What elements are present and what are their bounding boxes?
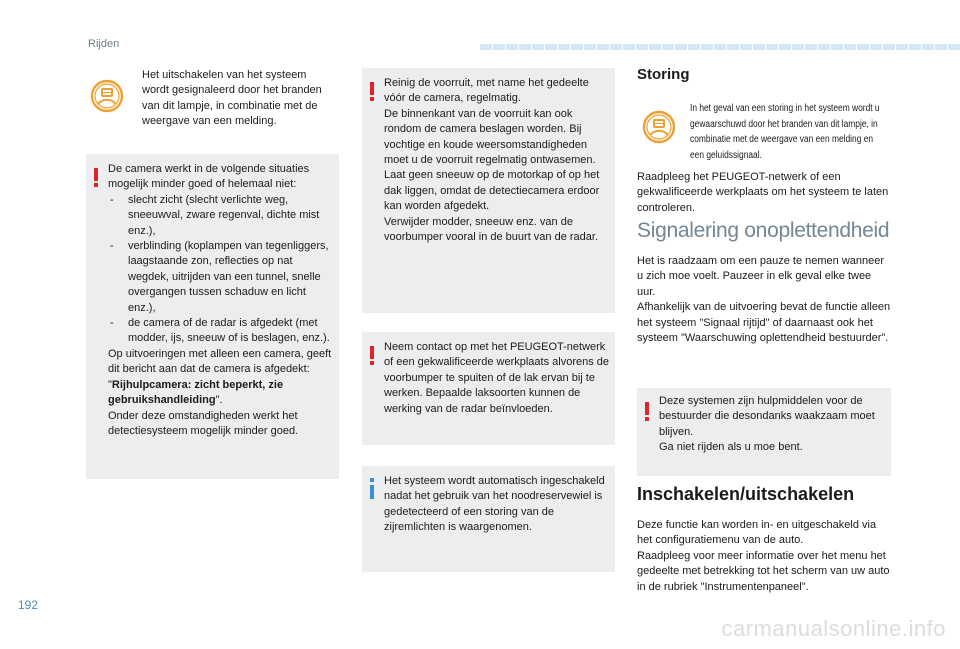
warning-icon — [370, 346, 375, 364]
driver-attention-lamp-icon — [88, 77, 126, 115]
list-item: - verblinding (koplampen van tegenliggers, laagstaande zon, reflecties op nat wegdek, uitrijden van een tunnel, snelle overgangen tussen schaduw en licht enz.), — [108, 239, 336, 316]
signalering-heading: Signalering onoplettendheid — [637, 219, 890, 242]
list-item: - de camera of de radar is afgedekt (met modder, ijs, sneeuw of is beslagen, enz.). — [108, 316, 336, 347]
camera-warning-box — [86, 154, 339, 479]
fatigue-warning-text: Deze systemen zijn hulpmiddelen voor de bestuurder die desondanks waakzaam moet blijven. Ga niet rijden als u moe bent. — [659, 395, 875, 454]
warning-icon — [370, 82, 375, 100]
info-text: Het systeem wordt automatisch ingeschakeld nadat het gebruik van het noodreservewiel is gedetecteerd of een storing van de zijremlichten is waargenomen. — [384, 475, 605, 534]
camera-message-text: Op uitvoeringen met alleen een camera, geeft dit bericht aan dat de camera is afgedekt: "Rijhulpcamera: zicht beperkt, zie gebruikshandleiding". — [108, 347, 332, 407]
fatigue-warning-box — [637, 388, 891, 476]
intro-text: Het uitschakelen van het systeem wordt gesignaleerd door het branden van dit lampje, in combinatie met de weergave van een melding. — [142, 69, 322, 128]
storing-text: Raadpleeg het PEUGEOT-netwerk of een gekwalificeerde werkplaats om het systeem te laten controleren. — [637, 171, 889, 214]
list-item: - slecht zicht (slecht verlichte weg, sneeuwval, zware regenval, dichte mist enz.), — [108, 193, 336, 239]
condition-list — [108, 193, 336, 347]
paint-warning-box — [362, 332, 615, 445]
inschakelen-text: Deze functie kan worden in- en uitgeschakeld via het configuratiemenu van de auto. Raadpleeg voor meer informatie over het menu het gedeelte met betrekking tot het scherm van uw auto in de rubriek "Instrumentenpaneel". — [637, 519, 890, 593]
inschakelen-heading: Inschakelen/uitschakelen — [637, 484, 855, 504]
conditions-note: Onder deze omstandigheden werkt het detectiesysteem mogelijk minder goed. — [108, 409, 299, 437]
cleaning-text: Reinig de voorruit, met name het gedeelte vóór de camera, regelmatig. De binnenkant van de voorruit kan ook rondom de camera beslagen worden. Bij vochtige en koude weersomstandigheden moet u de voorruit regelmatig ontwasemen. Laat geen sneeuw op de motorkap of op het dak liggen, omdat de detectiecamera erdoor kan worden afgedekt. Verwijder modder, sneeuw enz. van de voorbumper vooral in de buurt van de radar. — [384, 77, 600, 244]
watermark: carmanualsonline.info — [721, 616, 946, 641]
storing-heading: Storing — [637, 66, 690, 83]
paint-text: Neem contact op met het PEUGEOT-netwerk of een gekwalificeerde werkplaats alvorens de voorbumper te spuiten of de lak ervan bij te werken. Bepaalde laksoorten kunnen de werking van de radar beïnvloeden. — [384, 341, 610, 415]
header-bar — [480, 44, 960, 50]
driver-attention-lamp-icon — [640, 108, 678, 146]
warning-lead: De camera werkt in de volgende situaties mogelijk minder goed of helemaal niet: — [108, 163, 310, 191]
warning-icon — [645, 402, 650, 420]
section-title: Rijden — [88, 38, 120, 50]
info-icon — [370, 478, 375, 500]
warning-icon — [94, 168, 99, 186]
page-number: 192 — [18, 598, 39, 612]
cleaning-warning-box — [362, 68, 615, 313]
signalering-text: Het is raadzaam om een pauze te nemen wanneer u zich moe voelt. Pauzeer in elk geval elke twee uur. Afhankelijk van de uitvoering bevat de functie alleen het systeem "Signaal rijtijd" of daarnaast ook het systeem "Waarschuwing oplettendheid bestuurder". — [637, 255, 891, 345]
info-box — [362, 466, 615, 572]
storing-lamp-text: In het geval van een storing in het systeem wordt u gewaarschuwd door het branden van dit lampje, in combinatie met de weergave van een melding en een geluidssignaal. — [690, 103, 880, 161]
message-label: Rijhulpcamera: zicht beperkt, zie gebruikshandleiding — [108, 378, 284, 407]
